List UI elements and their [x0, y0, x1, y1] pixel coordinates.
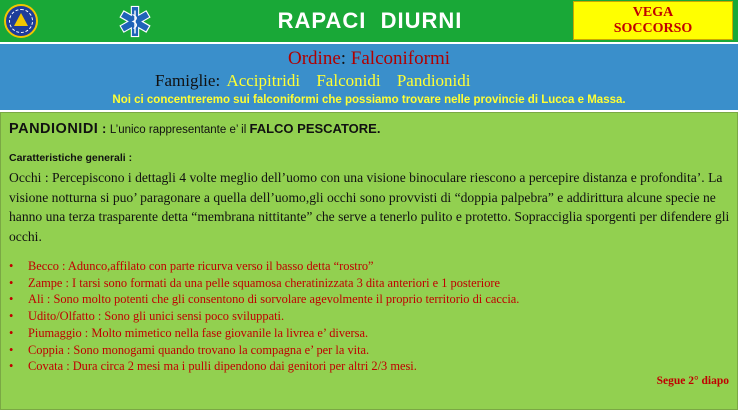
- family-pandionidi: Pandionidi: [396, 71, 471, 90]
- scope-note: Noi ci concentreremo sui falconiformi che possiamo trovare nelle provincie di Lucca e Massa.: [112, 94, 626, 106]
- page-title: RAPACI DIURNI: [277, 8, 463, 33]
- next-slide-note: Segue 2° diapo: [656, 375, 729, 387]
- star-of-life-icon: [115, 3, 155, 40]
- bullet-icon: •: [9, 359, 14, 374]
- bullet-icon: •: [9, 259, 14, 273]
- family-accipitridi: Accipitridi: [226, 71, 301, 90]
- list-item: • Zampe : I tarsi sono formati da una pelle squamosa cheratinizzata 3 dita anteriori e 1 posteriore: [9, 275, 501, 290]
- order-label: Ordine: [288, 48, 341, 69]
- heading-family: PANDIONIDI: [9, 121, 99, 137]
- brand-line-1: VEGA: [632, 5, 674, 20]
- list-item: • Udito/Olfatto : Sono gli unici sensi poco sviluppati.: [9, 309, 285, 324]
- brand-line-2: SOCCORSO: [613, 21, 693, 36]
- families-line: Famiglie: Accipitridi Falconidi Pandionidi: [155, 71, 471, 90]
- content-panel: [0, 112, 738, 410]
- bullet-icon: •: [9, 309, 14, 324]
- list-item: • Becco : Adunco,affilato con parte ricurva verso il basso detta “rostro”: [9, 259, 374, 273]
- list-item: • Covata : Dura circa 2 mesi ma i pulli dipendono dai genitori per altri 2/3 mesi.: [9, 359, 417, 374]
- list-item: • Coppia : Sono monogami quando trovano la compagna e’ per la vita.: [9, 342, 370, 357]
- eyes-paragraph: Occhi : Percepiscono i dettagli 4 volte meglio dell’uomo con una visione binoculare riescono a percepire distanza e profondita’. La visione notturna si puo’ paragonare a quella dell’uomo,gli occhi sono provvisti di “doppia palpebra” e addirittura alcune specie ne hanno una terza trasparente detta “membrana nittitante” che serve a tenerlo pulito e protetto. Sopracciglia sporgenti per difendere gli occhi.: [9, 170, 730, 244]
- family-falconidi: Falconidi: [316, 71, 381, 90]
- brand-badge: [573, 1, 733, 40]
- order-value: Falconiformi: [350, 48, 450, 69]
- header-bar: [0, 0, 738, 42]
- heading-bird: FALCO PESCATORE.: [249, 121, 381, 136]
- intro-panel: [0, 44, 738, 110]
- section-heading: PANDIONIDI : L’unico rappresentante e’ il FALCO PESCATORE.: [9, 121, 381, 137]
- order-line: Ordine: Falconiformi: [288, 48, 450, 69]
- features-list: [9, 258, 519, 375]
- civil-protection-logo-icon: [4, 4, 38, 38]
- bullet-icon: •: [9, 275, 14, 290]
- bullet-icon: •: [9, 325, 14, 340]
- list-item: • Piumaggio : Molto mimetico nella fase giovanile la livrea e’ diversa.: [9, 325, 369, 340]
- heading-description: L’unico rappresentante e’ il: [109, 124, 250, 136]
- list-item: • Ali : Sono molto potenti che gli consentono di sorvolare agevolmente il proprio territorio di caccia.: [9, 292, 520, 307]
- subheading: Caratteristiche generali :: [9, 152, 133, 164]
- families-label: Famiglie: [155, 71, 216, 90]
- bullet-icon: •: [9, 342, 14, 357]
- bullet-icon: •: [9, 292, 14, 307]
